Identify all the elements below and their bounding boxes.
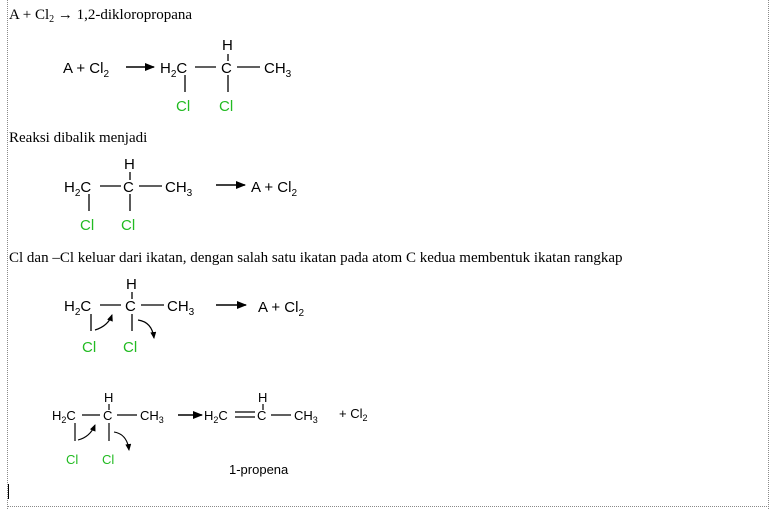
h2c-group: $H_2C$ <box>160 60 188 80</box>
h2c-group: $H_2C$ <box>64 298 92 318</box>
reaction-scheme-1 <box>63 37 292 115</box>
equation-subscript: 2 <box>49 14 55 25</box>
chlorine-atom: Cl <box>121 217 136 234</box>
chlorine-atom: Cl <box>219 98 234 115</box>
center-carbon: C <box>103 408 113 423</box>
byproduct-cl2: + $Cl_2$ <box>339 406 368 423</box>
top-hydrogen: H <box>124 156 135 173</box>
top-hydrogen: H <box>126 276 137 293</box>
reactant-a-plus-cl2: $A + Cl_2$ <box>63 60 109 80</box>
product-a-plus-cl2: $A + Cl_2$ <box>258 299 304 319</box>
ch3-group: $CH_3$ <box>165 179 193 199</box>
ch3-group: $CH_3$ <box>264 60 292 80</box>
center-carbon: C <box>125 298 136 315</box>
h2c-group: $H_2C$ <box>64 179 92 199</box>
product-h2c-group: $H_2C$ <box>204 408 228 425</box>
product-ch3-group: $CH_3$ <box>294 408 318 425</box>
ch3-group: $CH_3$ <box>140 408 164 425</box>
top-hydrogen: H <box>222 37 233 54</box>
text-cursor <box>8 484 9 499</box>
reaction-scheme-2 <box>64 156 297 234</box>
mechanism-scheme <box>64 276 304 356</box>
equation-reactants: A + Cl <box>9 7 50 23</box>
product-name-label: 1-propena <box>229 462 289 477</box>
chlorine-atom: Cl <box>176 98 191 115</box>
chlorine-atom: Cl <box>80 217 95 234</box>
reverse-reaction-heading: Reaksi dibalik menjadi <box>9 130 148 146</box>
center-carbon: C <box>221 60 232 77</box>
mechanism-explanation: Cl dan –Cl keluar dari ikatan, dengan salah satu ikatan pada atom C kedua membentuk ikatan rangkap <box>9 250 623 266</box>
curly-arrow-bond-shift <box>95 315 112 330</box>
chlorine-atom: Cl <box>82 339 97 356</box>
equation-product: → 1,2-dikloropropana <box>54 7 193 23</box>
top-hydrogen: H <box>104 390 114 405</box>
h2c-group: $H_2C$ <box>52 408 76 425</box>
product-center-carbon: C <box>257 408 267 423</box>
elimination-scheme <box>52 390 368 477</box>
curly-arrow-cl-leaving <box>138 320 154 338</box>
center-carbon: C <box>123 179 134 196</box>
chlorine-atom: Cl <box>66 452 79 467</box>
curly-arrow-cl-leaving <box>114 432 129 450</box>
curly-arrow-bond-shift <box>78 425 95 440</box>
ch3-group: $CH_3$ <box>167 298 195 318</box>
chlorine-atom: Cl <box>102 452 115 467</box>
chlorine-atom: Cl <box>123 339 138 356</box>
product-a-plus-cl2: $A + Cl_2$ <box>251 179 297 199</box>
product-top-hydrogen: H <box>258 390 268 405</box>
